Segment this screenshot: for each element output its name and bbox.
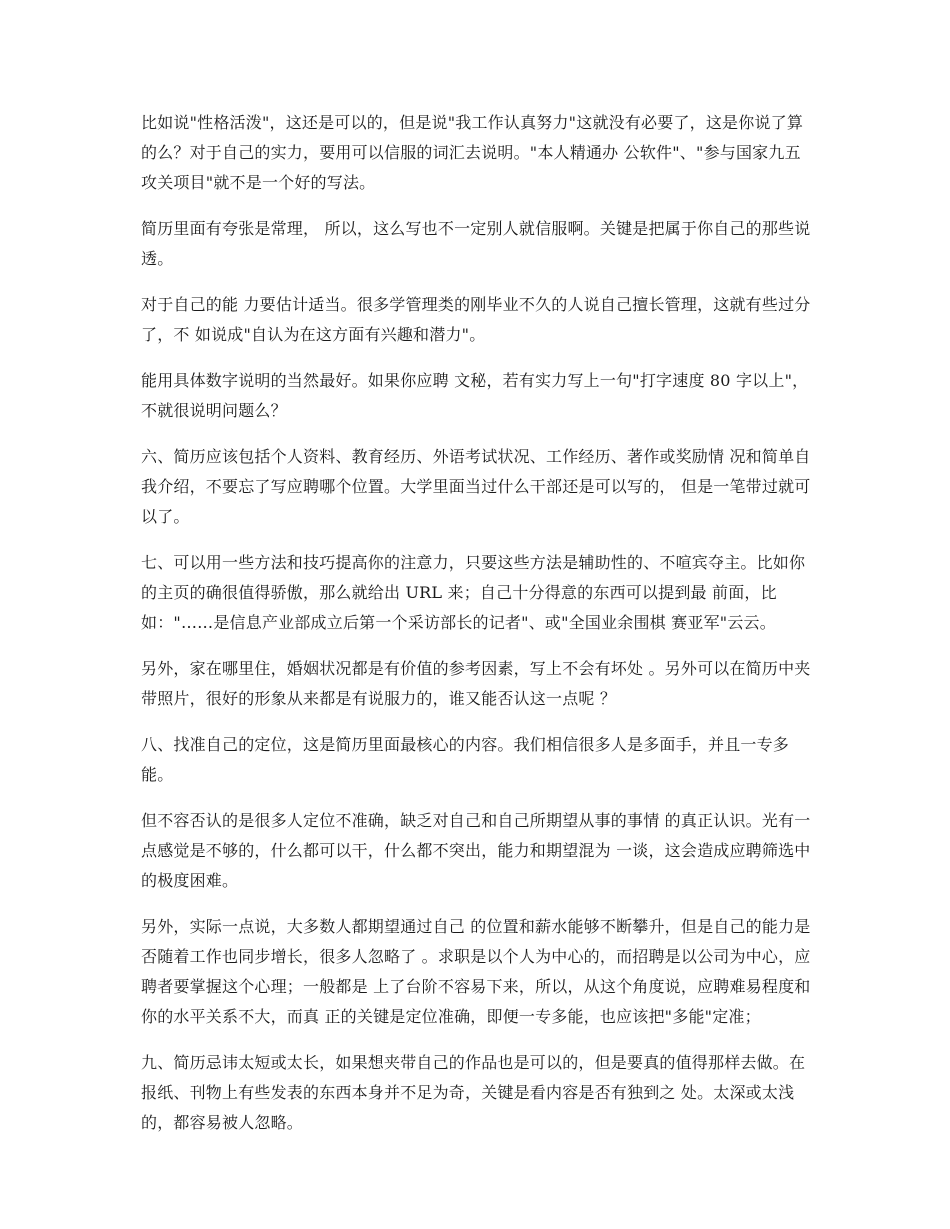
paragraph: 对于自己的能 力要估计适当。很多学管理类的刚毕业不久的人说自己擅长管理，这就有些过分了，不 如说成"自认为在这方面有兴趣和潜力"。 (141, 295, 811, 344)
paragraph: 简历里面有夸张是常理， 所以，这么写也不一定别人就信服啊。关键是把属于你自己的那些说透。 (141, 219, 811, 268)
paragraph: 另外，实际一点说，大多数人都期望通过自己 的位置和薪水能够不断攀升，但是自己的能力是否随着工作也同步增长，很多人忽略了 。求职是以个人为中心的，而招聘是以公司为中心，应聘者要掌握这个心理；一般都是 上了台阶不容易下来，所以，从这个角度说，应聘难易程度和你的水平关系不大，而真 正的关键是定位准确，即便一专多能，也应该把"多能"定准； (141, 917, 811, 1026)
paragraph: 比如说"性格活泼"，这还是可以的，但是说"我工作认真努力"这就没有必要了，这是你说了算的么？对于自己的实力，要用可以信服的词汇去说明。"本人精通办 公软件"、"参与国家九五攻关项目"就不是一个好的写法。 (141, 113, 804, 192)
paragraph: 九、简历忌讳太短或太长，如果想夹带自己的作品也是可以的，但是要真的值得那样去做。在报纸、刊物上有些发表的东西本身并不足为奇，关键是看内容是否有独到之 处。太深或太浅的，都容易被人忽略。 (141, 1053, 806, 1132)
paragraph: 七、可以用一些方法和技巧提高你的注意力，只要这些方法是辅助性的、不喧宾夺主。比如你的主页的确很值得骄傲，那么就给出 URL 来；自己十分得意的东西可以提到最 前面，比如："……是信息产业部成立后第一个采访部长的记者"、或"全国业余围棋 赛亚军"云云。 (141, 553, 806, 632)
paragraph: 六、简历应该包括个人资料、教育经历、外语考试状况、工作经历、著作或奖励情 况和简单自我介绍，不要忘了写应聘哪个位置。大学里面当过什么干部还是可以写的， 但是一笔带过就可以了。 (141, 447, 811, 526)
document-body (141, 108, 813, 1154)
paragraph: 八、找准自己的定位，这是简历里面最核心的内容。我们相信很多人是多面手，并且一专多能。 (141, 735, 790, 784)
paragraph: 另外，家在哪里住，婚姻状况都是有价值的参考因素，写上不会有坏处 。另外可以在简历中夹带照片，很好的形象从来都是有说服力的，谁又能否认这一点呢 ？ (141, 659, 811, 708)
paragraph: 能用具体数字说明的当然最好。如果你应聘 文秘，若有实力写上一句"打字速度 80 字以上"，不就很说明问题么？ (141, 371, 809, 420)
paragraph: 但不容否认的是很多人定位不准确，缺乏对自己和自己所期望从事的事情 的真正认识。光有一点感觉是不够的，什么都可以干，什么都不突出，能力和期望混为 一谈，这会造成应聘筛选中的极度困难。 (141, 811, 811, 890)
